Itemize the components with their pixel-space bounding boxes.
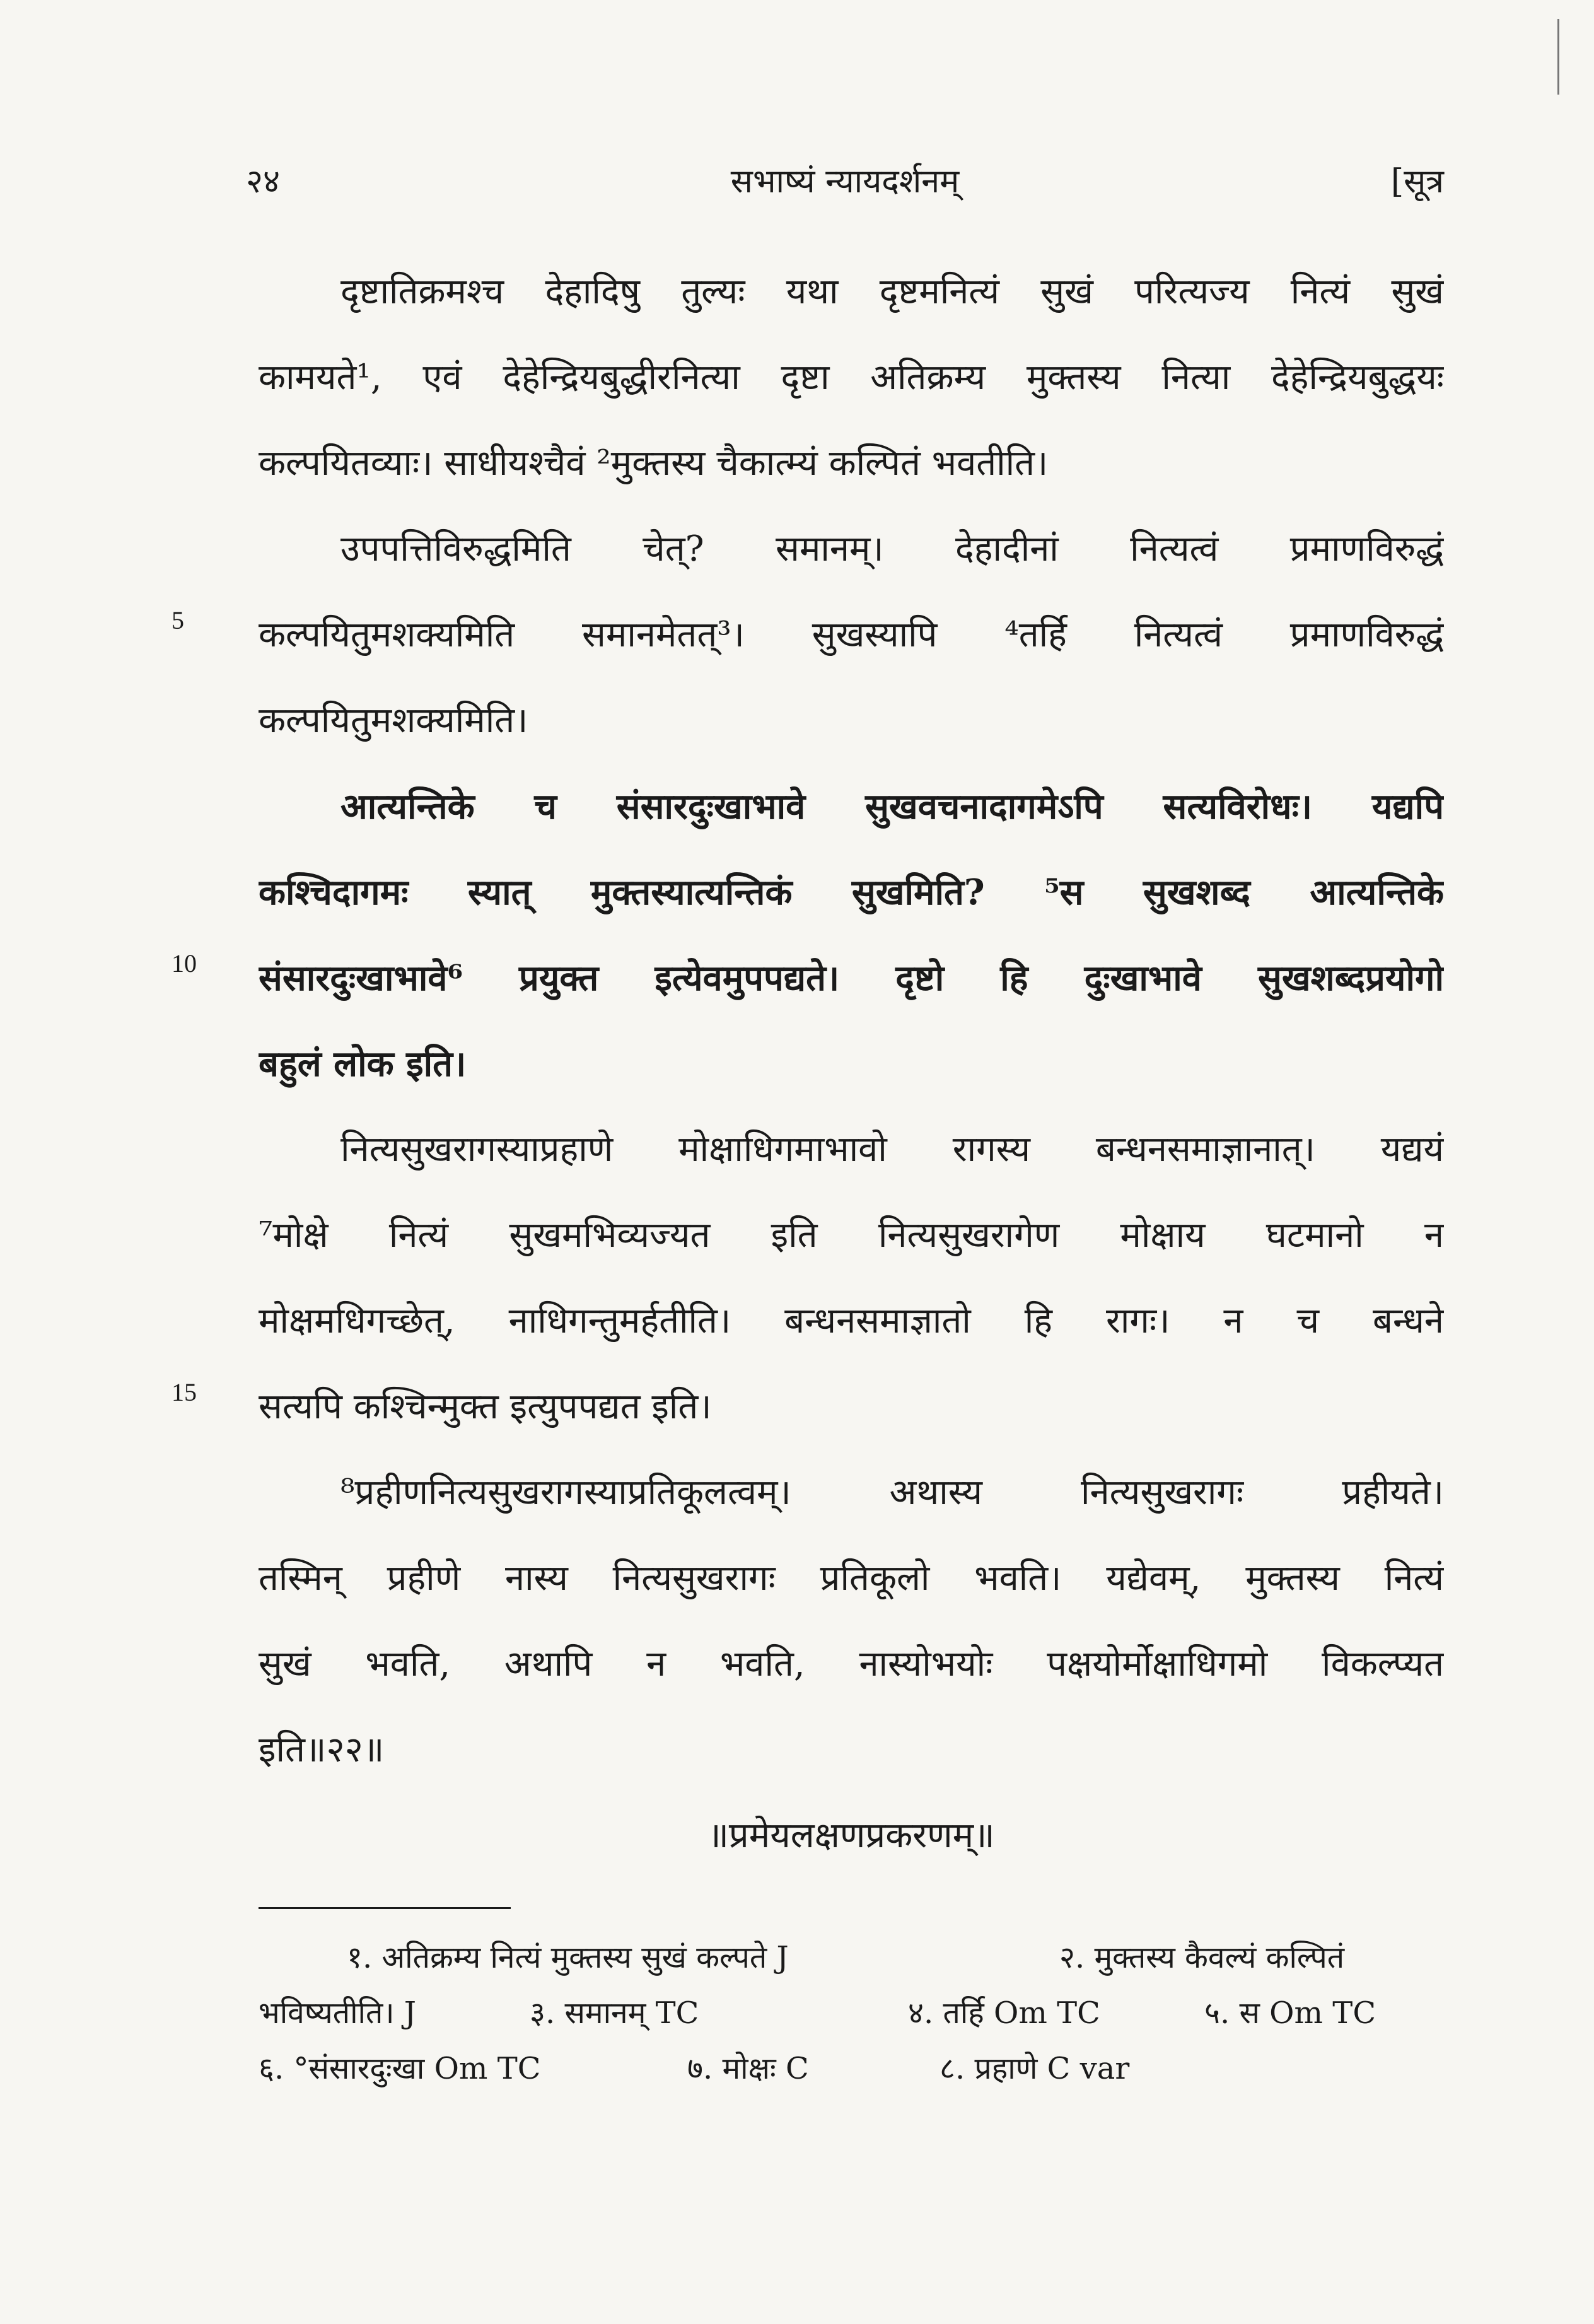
main-text <box>259 249 1444 1879</box>
text-line: कामयते¹, एवं देहेन्द्रियबुद्धीरनित्या दृष्टा अतिक्रम्य मुक्तस्य नित्या देहेन्द्रियबुद्धयः <box>259 357 1444 398</box>
text-line: कल्पयितुमशक्यमिति समानमेतत्³। सुखस्यापि ⁴तर्हि नित्यत्वं प्रमाणविरुद्धं <box>259 614 1444 655</box>
text-line: दृष्टातिक्रमश्च देहादिषु तुल्यः यथा दृष्टमनित्यं सुखं परित्यज्य नित्यं सुखं <box>340 271 1444 312</box>
page-number: २४ <box>246 163 281 201</box>
text-line: कश्चिदागमः स्यात् मुक्तस्यात्यन्तिकं सुखमिति? ⁵स सुखशब्द आत्यन्तिके <box>259 872 1444 913</box>
text-line: संसारदुःखाभावे⁶ प्रयुक्त इत्येवमुपपद्यते। दृष्टो हि दुःखाभावे सुखशब्दप्रयोगो <box>259 957 1444 999</box>
text-line: कल्पयितुमशक्यमिति। <box>259 700 528 741</box>
footnote: ७. मोक्षः C <box>687 2051 809 2086</box>
page-header <box>246 158 1444 208</box>
section-colophon: ॥प्रमेयलक्षणप्रकरणम्॥ <box>707 1815 995 1856</box>
text-line: कल्पयितव्याः। साधीयश्चैवं ²मुक्तस्य चैकात्म्यं कल्पितं भवतीति। <box>259 443 1049 484</box>
text-line: इति॥२२॥ <box>259 1729 385 1770</box>
text-line: मोक्षमधिगच्छेत्, नाधिगन्तुमर्हतीति। बन्धनसमाज्ञातो हि रागः। न च बन्धने <box>259 1300 1444 1341</box>
footnote: ३. समानम् TC <box>530 1995 699 2031</box>
footnote: ८. प्रहाणे C var <box>940 2051 1130 2086</box>
footnote: ५. स Om TC <box>1204 1995 1376 2031</box>
footnote: १. अतिक्रम्य नित्यं मुक्तस्य सुखं कल्पते J <box>347 1940 789 1975</box>
text-line: ⁸प्रहीणनित्यसुखरागस्याप्रतिकूलत्वम्। अथास्य नित्यसुखरागः प्रहीयते। <box>340 1472 1444 1513</box>
text-line: सत्यपि कश्चिन्मुक्त इत्युपपद्यत इति। <box>259 1386 712 1427</box>
text-line: सुखं भवति, अथापि न भवति, नास्योभयोः पक्षयोर्मोक्षाधिगमो विकल्प्यत <box>259 1644 1444 1685</box>
line-number: 15 <box>172 1378 197 1406</box>
section-marker: [सूत्र <box>1390 163 1444 201</box>
line-number: 10 <box>172 949 197 978</box>
text-line: तस्मिन् प्रहीणे नास्य नित्यसुखरागः प्रतिकूलो भवति। यद्येवम्, मुक्तस्य नित्यं <box>259 1558 1444 1599</box>
text-line: उपपत्तिविरुद्धमिति चेत्? समानम्। देहादीनां नित्यत्वं प्रमाणविरुद्धं <box>340 528 1444 569</box>
scan-edge-mark <box>1557 19 1559 95</box>
footnote-continuation: भविष्यतीति। J <box>259 1995 417 2031</box>
footnote: ४. तर्हि Om TC <box>908 1995 1100 2031</box>
footnote: ६. °संसारदुःखा Om TC <box>259 2051 541 2086</box>
footnotes <box>259 1930 1444 2096</box>
footnote: २. मुक्तस्य कैवल्यं कल्पितं <box>1059 1940 1345 1975</box>
text-line: बहुलं लोक इति। <box>259 1043 467 1085</box>
sutra-line: आत्यन्तिके च संसारदुःखाभावे सुखवचनादागमेऽपि सत्यविरोधः। यद्यपि <box>340 786 1444 827</box>
text-line: ⁷मोक्षे नित्यं सुखमभिव्यज्यत इति नित्यसुखरागेण मोक्षाय घटमानो न <box>259 1215 1444 1256</box>
line-number: 5 <box>172 606 184 634</box>
running-title: सभाष्यं न्यायदर्शनम् <box>730 163 960 201</box>
text-line: नित्यसुखरागस्याप्रहाणे मोक्षाधिगमाभावो रागस्य बन्धनसमाज्ञानात्। यद्ययं <box>340 1129 1444 1170</box>
footnote-rule <box>259 1907 511 1909</box>
